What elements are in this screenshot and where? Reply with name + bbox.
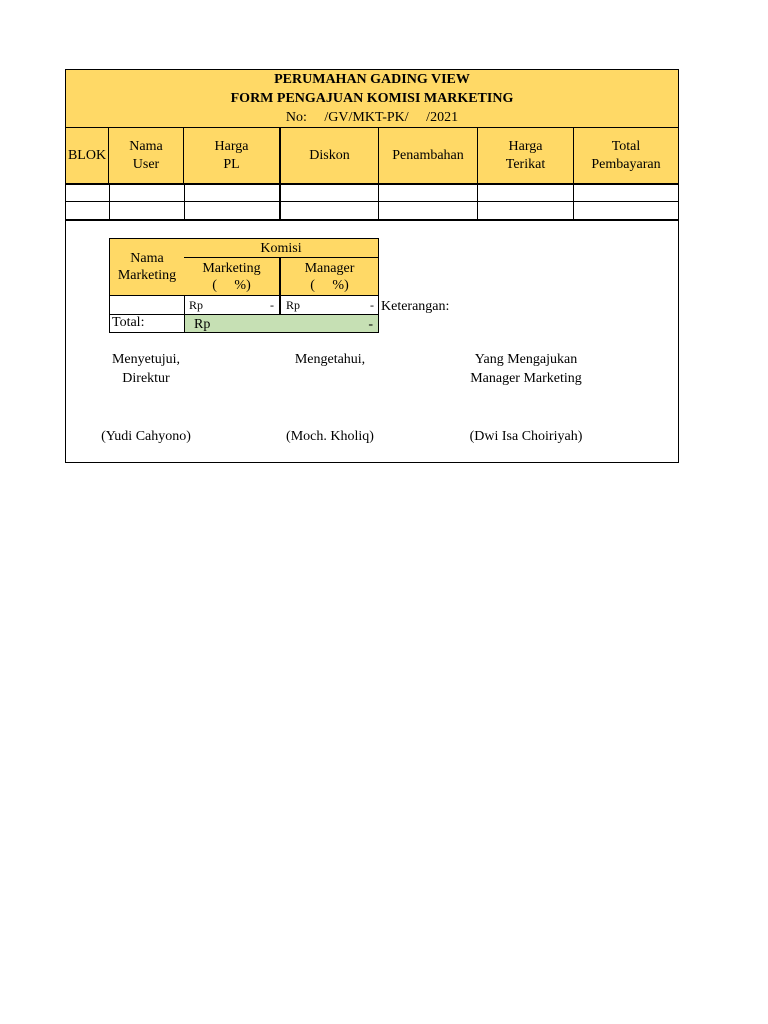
signature-direktur: Menyetujui, Direktur xyxy=(111,352,181,386)
column-divider xyxy=(573,183,574,220)
column-divider xyxy=(378,183,379,220)
komisi-marketing-value: Rp - xyxy=(184,295,280,315)
signature-name-mengetahui: (Moch. Kholiq) xyxy=(286,429,374,444)
komisi-nama-value xyxy=(109,295,185,315)
signature-name-direktur: (Yudi Cahyono) xyxy=(101,429,191,444)
column-header-diskon: Diskon xyxy=(280,127,379,183)
keterangan-label: Keterangan: xyxy=(381,299,450,314)
komisi-manager-header: Manager ( %) xyxy=(279,257,379,296)
column-header-harga-pl: Harga PL xyxy=(184,127,280,183)
column-header-harga-terikat: Harga Terikat xyxy=(478,127,574,183)
komisi-nama-marketing-header: Nama Marketing xyxy=(109,238,185,296)
form-number: No: /GV/MKT-PK/ /2021 xyxy=(285,110,459,125)
column-header-nama-user: Nama User xyxy=(109,127,184,183)
komisi-manager-value: Rp - xyxy=(279,295,379,315)
row-divider xyxy=(66,201,678,202)
column-header-blok: BLOK xyxy=(66,127,109,183)
total-label: Total: xyxy=(109,314,185,333)
row-divider xyxy=(66,183,678,185)
signature-pengaju: Yang Mengajukan Manager Marketing xyxy=(470,352,582,386)
signature-name-pengaju: (Dwi Isa Choiriyah) xyxy=(469,429,583,444)
total-value: Rp - xyxy=(184,314,379,333)
column-divider xyxy=(279,183,281,220)
column-divider xyxy=(184,183,185,220)
form-title: FORM PENGAJUAN KOMISI MARKETING xyxy=(230,91,514,106)
signature-mengetahui: Mengetahui, xyxy=(294,352,366,367)
commission-form xyxy=(65,69,679,463)
column-divider xyxy=(109,183,110,220)
form-header xyxy=(66,70,678,127)
column-header-penambahan: Penambahan xyxy=(379,127,478,183)
komisi-marketing-header: Marketing ( %) xyxy=(184,257,280,296)
company-title: PERUMAHAN GADING VIEW xyxy=(274,72,470,87)
row-divider xyxy=(66,219,678,221)
column-divider xyxy=(477,183,478,220)
column-header-total-pembayaran: Total Pembayaran xyxy=(574,127,678,183)
komisi-title: Komisi xyxy=(184,238,379,258)
